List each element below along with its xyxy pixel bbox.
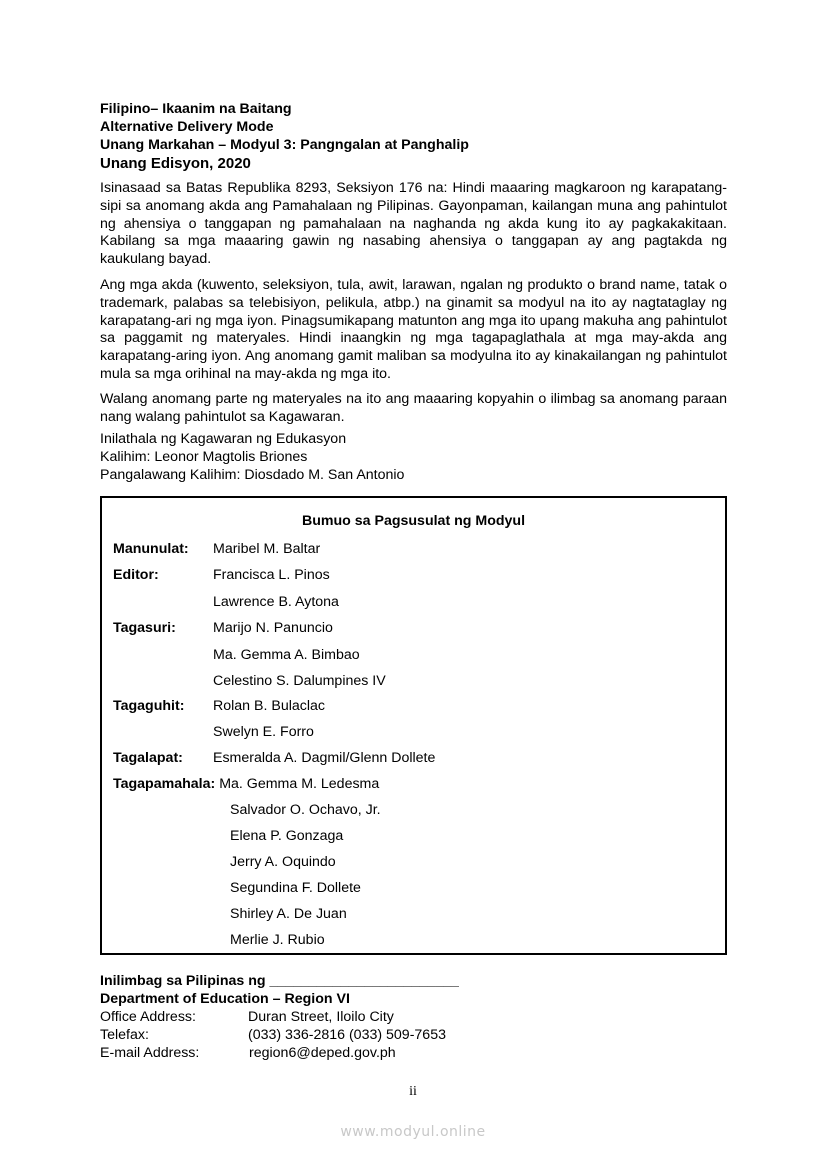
telefax-label: Telefax: — [100, 1027, 149, 1043]
credit-name: Ma. Gemma M. Ledesma — [219, 776, 380, 792]
office-address-row — [100, 1008, 600, 1026]
credit-row — [113, 749, 435, 767]
credit-row — [113, 931, 325, 949]
credit-row — [113, 619, 333, 637]
credit-row — [113, 827, 343, 845]
credit-row — [113, 775, 379, 793]
email-value[interactable]: region6@deped.gov.ph — [249, 1045, 396, 1061]
credit-role: Editor: — [113, 567, 159, 583]
document-header — [100, 100, 727, 173]
credit-role: Tagalapat: — [113, 750, 183, 766]
credit-row — [113, 905, 347, 923]
credit-row — [113, 646, 360, 664]
credit-name: Celestino S. Dalumpines IV — [213, 673, 386, 689]
credit-name: Maribel M. Baltar — [213, 541, 321, 557]
credit-role: Manunulat: — [113, 541, 189, 557]
credit-name: Francisca L. Pinos — [213, 567, 330, 583]
printing-info — [100, 972, 600, 1062]
credit-name: Swelyn E. Forro — [213, 724, 314, 740]
credits-title: Bumuo sa Pagsusulat ng Modyul — [301, 513, 526, 529]
printed-by-line: Inilimbag sa Pilipinas ng ________________________ — [100, 973, 459, 989]
credit-row — [113, 853, 336, 871]
credit-name: Salvador O. Ochavo, Jr. — [230, 802, 381, 818]
trademark-paragraph: Ang mga akda (kuwento, seleksiyon, tula, awit, larawan, ngalan ng produkto o brand name, tatak o trademark, palabas sa telebisiyon, pelikula, atbp.) na ginamit sa modyul na ito ay nagtataglay ng karapatang-ari ng mga iyon. Pinagsumikapang matunton ang mga ito upang makuha ang pahintulot sa paggamit ng materyales. Hindi inaangkin ng mga tagapaglathala at mga may-akda ang karapatang-aring iyon. Ang anomang gamit maliban sa modyulna ito ay kinakailangan ng pahintulot mula sa mga orihinal na may-akda ng mga ito. — [100, 277, 727, 382]
subject-title: Filipino– Ikaanim na Baitang — [100, 101, 292, 117]
publisher-line: Inilathala ng Kagawaran ng Edukasyon — [100, 431, 347, 447]
telefax-value: (033) 336-2816 (033) 509-7653 — [248, 1027, 446, 1043]
credit-name: Jerry A. Oquindo — [230, 854, 336, 870]
reproduction-paragraph: Walang anomang parte ng materyales na ito ang maaaring kopyahin o ilimbag sa anomang paraan nang walang pahintulot sa Kagawaran. — [100, 391, 727, 425]
email-label: E-mail Address: — [100, 1045, 200, 1061]
delivery-mode: Alternative Delivery Mode — [100, 119, 274, 135]
office-address-value: Duran Street, Iloilo City — [248, 1009, 394, 1025]
credit-row — [113, 540, 320, 558]
credit-name: Elena P. Gonzaga — [230, 828, 344, 844]
credit-row — [113, 723, 314, 741]
credit-name: Merlie J. Rubio — [230, 932, 325, 948]
credit-role: Tagasuri: — [113, 620, 176, 636]
credit-name: Marijo N. Panuncio — [213, 620, 333, 636]
credit-name: Rolan B. Bulaclac — [213, 698, 325, 714]
credit-role: Tagapamahala: — [113, 776, 216, 792]
credit-row — [113, 593, 339, 611]
credit-name: Lawrence B. Aytona — [213, 594, 339, 610]
credit-role: Tagaguhit: — [113, 698, 185, 714]
credit-row — [113, 566, 330, 584]
module-title: Unang Markahan – Modyul 3: Pangngalan at Panghalip — [100, 137, 469, 153]
secretary-line: Kalihim: Leonor Magtolis Briones — [100, 449, 308, 465]
watermark: www.modyul.online — [340, 1124, 486, 1140]
email-row — [100, 1044, 600, 1062]
department-line: Department of Education – Region VI — [100, 991, 350, 1007]
credit-name: Segundina F. Dollete — [230, 880, 361, 896]
copyright-paragraph: Isinasaad sa Batas Republika 8293, Seksiyon 176 na: Hindi maaaring magkaroon ng karapatang-sipi sa anomang akda ang Pamahalaan ng Pilipinas. Gayonpaman, kailangan muna ang pahintulot ng ahensiya o tanggapan ng pamahalaan na naghanda ng akda kung ito ay pagkakakitaan. Kabilang sa mga maaaring gawin ng nasabing ahensiya o tanggapan ay ang pagtakda ng kaukulang bayad. — [100, 180, 727, 268]
credit-name: Shirley A. De Juan — [230, 906, 347, 922]
credit-row — [113, 801, 381, 819]
credits-box — [100, 496, 727, 955]
credit-row — [113, 879, 361, 897]
credit-name: Esmeralda A. Dagmil/Glenn Dollete — [213, 750, 436, 766]
page-number: ii — [409, 1084, 417, 1099]
telefax-row — [100, 1026, 600, 1044]
credit-row — [113, 697, 325, 715]
edition: Unang Edisyon, 2020 — [100, 155, 251, 172]
publisher-info — [100, 430, 727, 484]
undersecretary-line: Pangalawang Kalihim: Diosdado M. San Antonio — [100, 467, 405, 483]
office-address-label: Office Address: — [100, 1009, 196, 1025]
credit-name: Ma. Gemma A. Bimbao — [213, 647, 360, 663]
credit-row — [113, 672, 386, 690]
